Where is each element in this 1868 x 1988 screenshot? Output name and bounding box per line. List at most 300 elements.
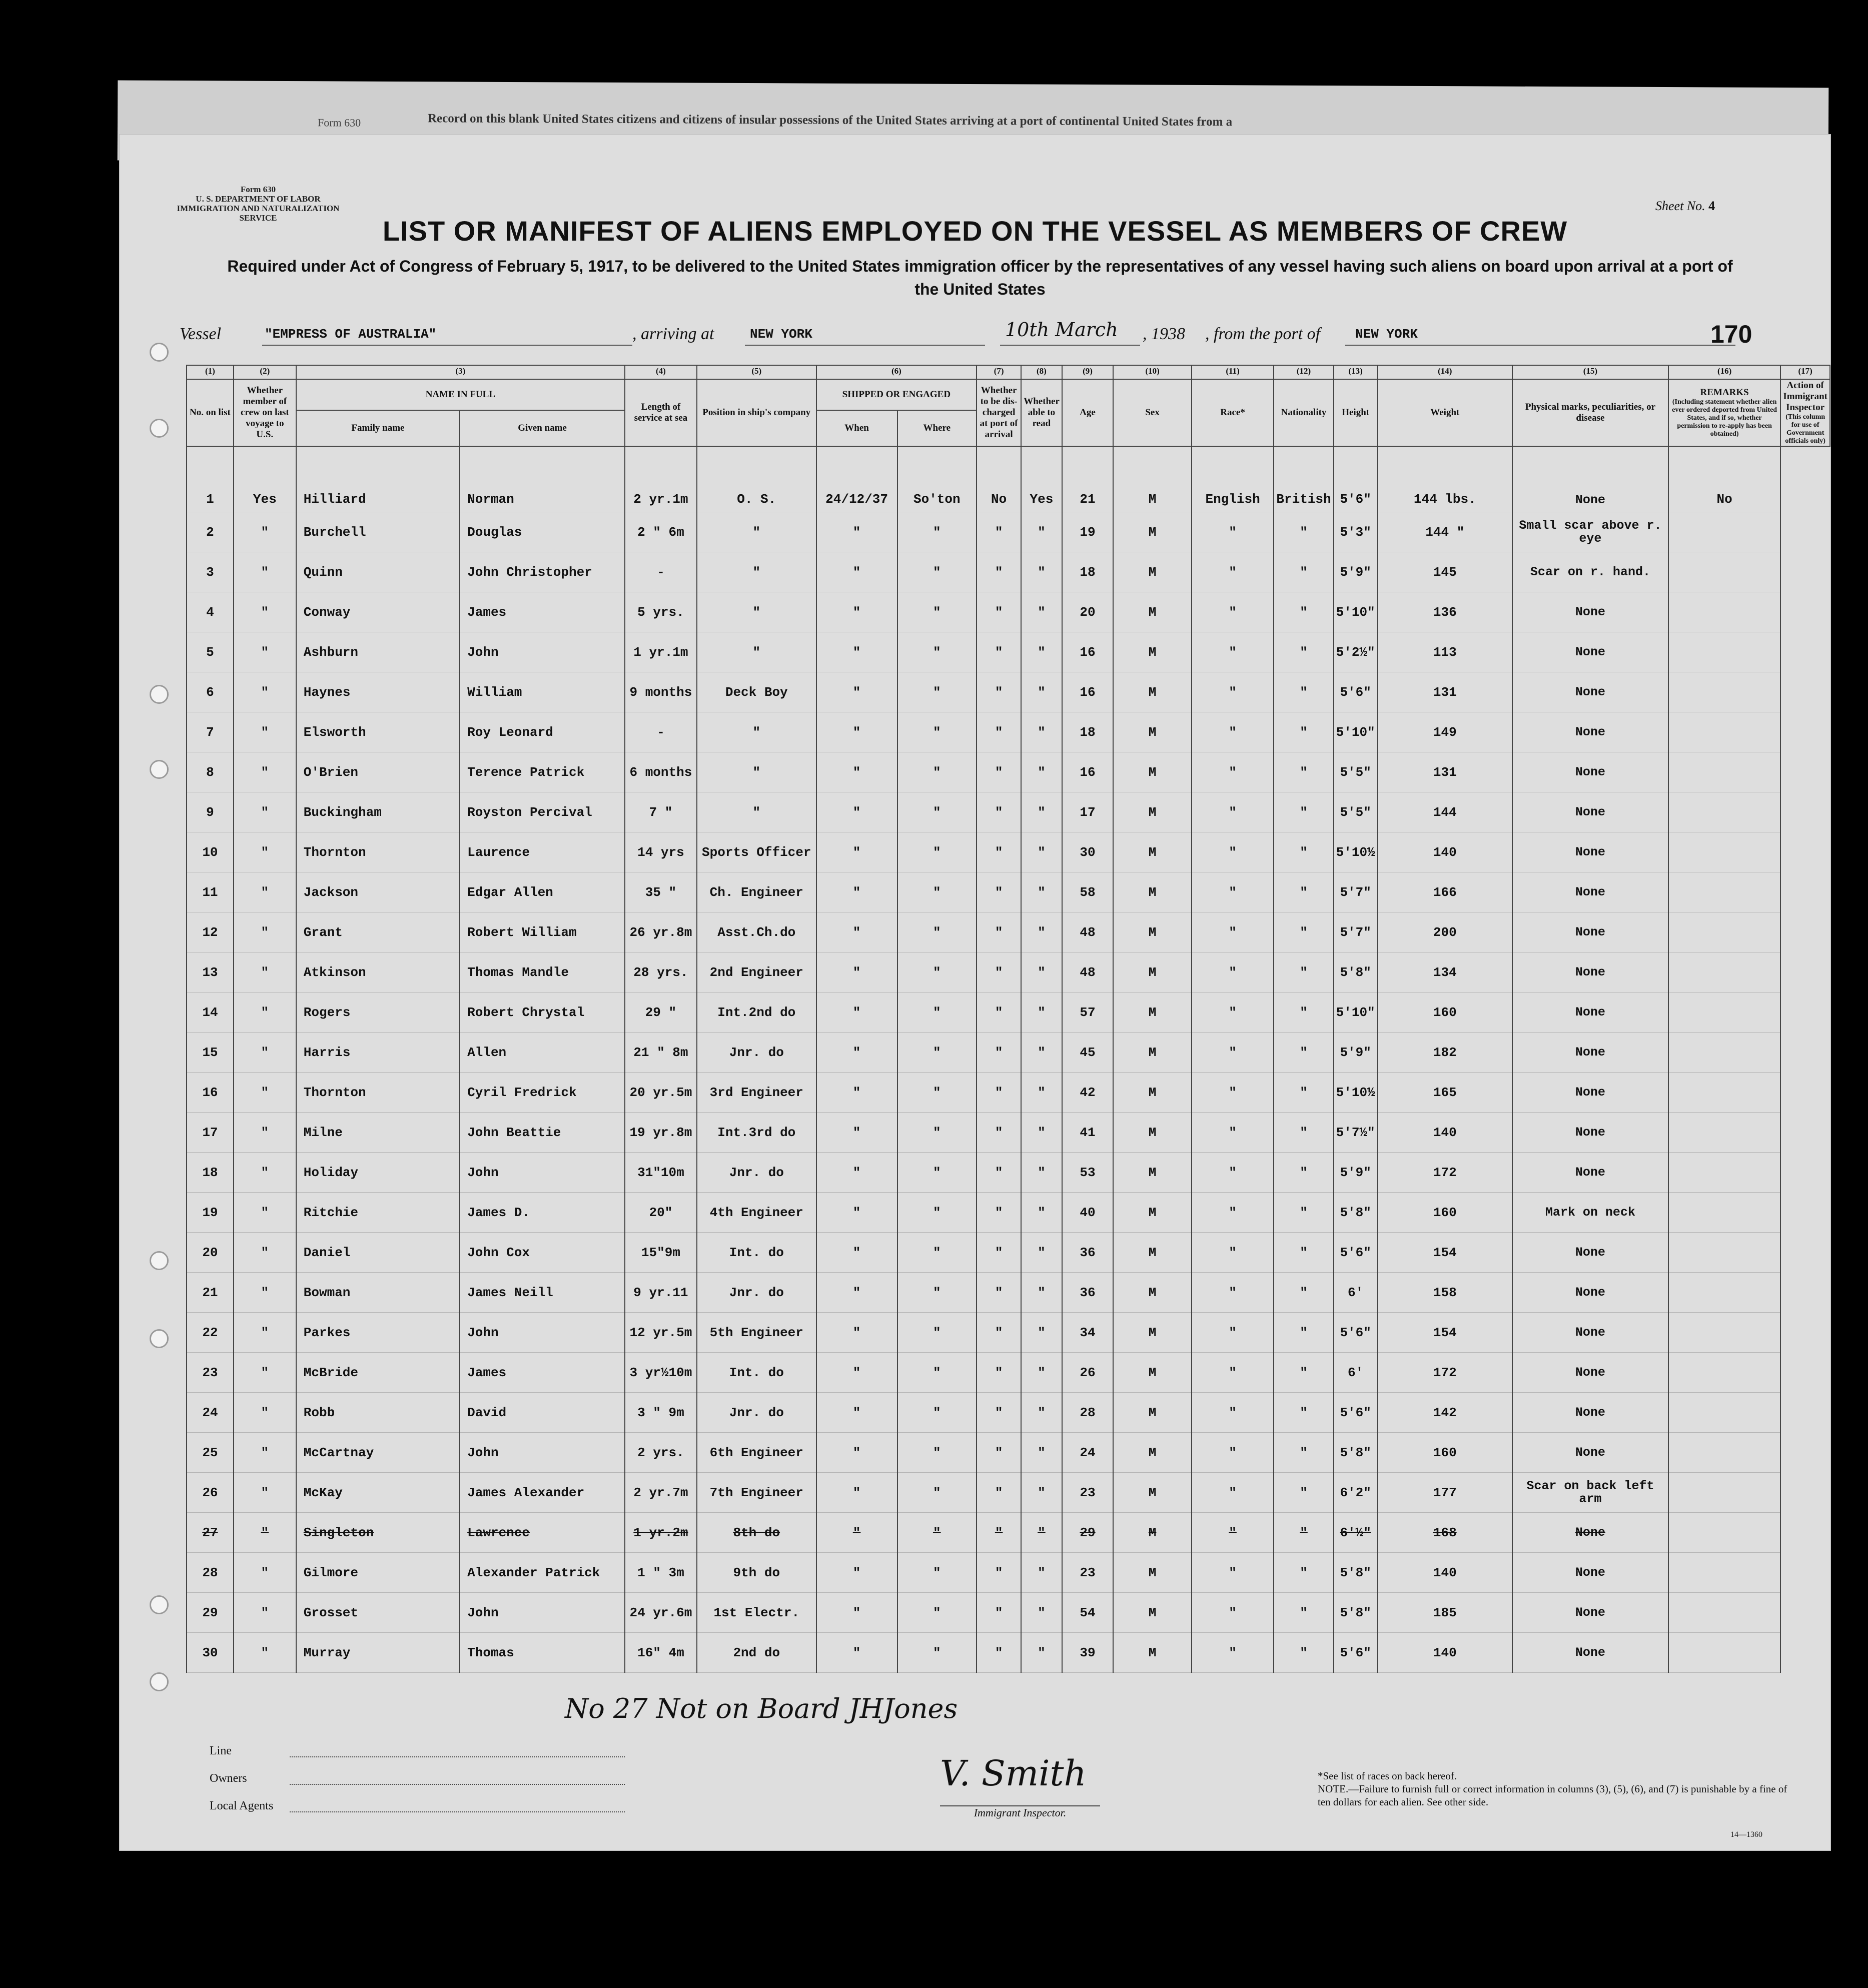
remarks-note: (Including statement whether alien ever ordered deported from United States, and if so, whether permission to re-apply has been obtained) — [1672, 398, 1777, 438]
cell-weight: 144 — [1378, 792, 1512, 832]
handwritten-annotation: No 27 Not on Board JHJones — [565, 1693, 958, 1724]
cell-service: 2 yr.7m — [625, 1473, 697, 1513]
cell-service: 15"9m — [625, 1233, 697, 1273]
cell-read: " — [1021, 752, 1062, 792]
cell-discharged: " — [977, 872, 1021, 912]
cell-given: Thomas Mandle — [460, 952, 625, 992]
cell-when: " — [816, 872, 897, 912]
cell-no: 23 — [187, 1353, 234, 1393]
cell-read: " — [1021, 1153, 1062, 1193]
cell-nationality: " — [1274, 1353, 1333, 1393]
cell-weight: 200 — [1378, 912, 1512, 952]
cell-service: 6 months — [625, 752, 697, 792]
cell-race: " — [1192, 752, 1274, 792]
table-row — [187, 592, 1830, 632]
cell-height: 5'7½" — [1334, 1113, 1378, 1153]
cell-weight: 144 " — [1378, 512, 1512, 552]
col-num: (17) — [1780, 365, 1830, 379]
cell-weight: 166 — [1378, 872, 1512, 912]
cell-where: " — [897, 1313, 977, 1353]
arrival-year: , 1938 — [1143, 325, 1185, 343]
from-port-label: , from the port of — [1205, 325, 1321, 343]
cell-read: " — [1021, 1633, 1062, 1673]
cell-service: 9 yr.11 — [625, 1273, 697, 1313]
cell-race: " — [1192, 712, 1274, 752]
cell-service: 26 yr.8m — [625, 912, 697, 952]
cell-sex: M — [1113, 1313, 1191, 1353]
cell-discharged: " — [977, 792, 1021, 832]
cell-when: " — [816, 1473, 897, 1513]
sheet-number-label: Sheet No. — [1655, 199, 1705, 213]
cell-where: " — [897, 1393, 977, 1433]
crew-manifest-table — [186, 365, 1830, 1673]
cell-service: 29 " — [625, 992, 697, 1033]
cell-no: 24 — [187, 1393, 234, 1433]
cell-sex: M — [1113, 1273, 1191, 1313]
col-num: (9) — [1062, 365, 1114, 379]
cell-sex: M — [1113, 1593, 1191, 1633]
col-header-read: Whether able to read — [1021, 379, 1062, 446]
cell-service: 35 " — [625, 872, 697, 912]
cell-family: Conway — [296, 592, 460, 632]
cell-when: " — [816, 992, 897, 1033]
cell-sex: M — [1113, 1633, 1191, 1673]
cell-where: " — [897, 952, 977, 992]
cell-no: 25 — [187, 1433, 234, 1473]
cell-height: 5'6" — [1334, 1633, 1378, 1673]
cell-given: Robert Chrystal — [460, 992, 625, 1033]
cell-nationality: " — [1274, 912, 1333, 952]
cell-family: Jackson — [296, 872, 460, 912]
cell-service: 19 yr.8m — [625, 1113, 697, 1153]
cell-race: " — [1192, 1473, 1274, 1513]
table-row — [187, 1153, 1830, 1193]
cell-marks: None — [1512, 1313, 1668, 1353]
penalty-note: NOTE.—Failure to furnish full or correct information in columns (3), (5), (6), and (7) is punishable by a fine of ten dollars for each alien. See other side. — [1318, 1783, 1787, 1808]
cell-read: " — [1021, 832, 1062, 872]
cell-family: Quinn — [296, 552, 460, 592]
cell-marks: None — [1512, 1353, 1668, 1393]
cell-sex: M — [1113, 1353, 1191, 1393]
cell-position: 9th do — [697, 1553, 816, 1593]
cell-sex: M — [1113, 672, 1191, 712]
cell-service: 31"10m — [625, 1153, 697, 1193]
cell-height: 5'6" — [1334, 1313, 1378, 1353]
race-note: *See list of races on back hereof. — [1318, 1770, 1457, 1782]
cell-family: Ashburn — [296, 632, 460, 672]
cell-when: " — [816, 632, 897, 672]
cell-last: " — [234, 1153, 296, 1193]
remarks-title: REMARKS — [1700, 387, 1749, 398]
cell-discharged: " — [977, 1593, 1021, 1633]
cell-family: Haynes — [296, 672, 460, 712]
cell-weight: 172 — [1378, 1353, 1512, 1393]
col-header-family-name: Family name — [296, 410, 460, 446]
cell-where: " — [897, 752, 977, 792]
cell-sex: M — [1113, 592, 1191, 632]
page-number: 170 — [1710, 320, 1752, 348]
cell-nationality: " — [1274, 1513, 1333, 1553]
cell-nationality: " — [1274, 632, 1333, 672]
cell-marks: None — [1512, 1273, 1668, 1313]
cell-no: 27 — [187, 1513, 234, 1553]
cell-remarks — [1668, 672, 1780, 712]
cell-remarks — [1668, 1593, 1780, 1633]
cell-position: 7th Engineer — [697, 1473, 816, 1513]
cell-last: " — [234, 632, 296, 672]
cell-nationality: " — [1274, 992, 1333, 1033]
cell-last: " — [234, 1473, 296, 1513]
cell-nationality: " — [1274, 1033, 1333, 1073]
cell-last: " — [234, 1193, 296, 1233]
cell-height: 5'10" — [1334, 592, 1378, 632]
vessel-line — [180, 319, 1780, 350]
cell-no: 15 — [187, 1033, 234, 1073]
cell-no: 13 — [187, 952, 234, 992]
col-num: (5) — [697, 365, 816, 379]
cell-remarks — [1668, 1193, 1780, 1233]
cell-remarks — [1668, 1433, 1780, 1473]
cell-no: 29 — [187, 1593, 234, 1633]
cell-given: John Beattie — [460, 1113, 625, 1153]
cell-sex: M — [1113, 632, 1191, 672]
cell-last: " — [234, 1393, 296, 1433]
cell-service: 9 months — [625, 672, 697, 712]
cell-race: " — [1192, 1353, 1274, 1393]
table-row — [187, 1353, 1830, 1393]
cell-discharged: " — [977, 712, 1021, 752]
cell-race: " — [1192, 872, 1274, 912]
cell-last: " — [234, 872, 296, 912]
cell-height: 5'7" — [1334, 912, 1378, 952]
cell-discharged: " — [977, 1433, 1021, 1473]
sheet-number — [1655, 199, 1715, 214]
cell-race: " — [1192, 912, 1274, 952]
cell-read: " — [1021, 512, 1062, 552]
cell-service: 2 yrs. — [625, 1433, 697, 1473]
punch-hole — [150, 419, 169, 438]
punch-hole — [150, 343, 169, 362]
cell-age: 18 — [1062, 552, 1114, 592]
cell-nationality: " — [1274, 952, 1333, 992]
col-header-where: Where — [897, 410, 977, 446]
cell-family: Elsworth — [296, 712, 460, 752]
col-num: (3) — [296, 365, 625, 379]
cell-last: " — [234, 1433, 296, 1473]
table-row — [187, 1513, 1830, 1553]
col-header-marks: Physical marks, peculiarities, or disease — [1512, 379, 1668, 446]
cell-nationality: " — [1274, 512, 1333, 552]
cell-position: 8th do — [697, 1513, 816, 1553]
cell-sex: M — [1113, 1473, 1191, 1513]
col-header-race: Race* — [1192, 379, 1274, 446]
cell-given: Royston Percival — [460, 792, 625, 832]
arrival-date: 10th March — [1005, 319, 1118, 341]
cell-height: 5'3" — [1334, 512, 1378, 552]
cell-remarks — [1668, 1113, 1780, 1153]
cell-no: 4 — [187, 592, 234, 632]
cell-race: " — [1192, 1593, 1274, 1633]
cell-race: " — [1192, 1633, 1274, 1673]
punch-hole — [150, 760, 169, 779]
cell-last: " — [234, 792, 296, 832]
cell-when: " — [816, 1233, 897, 1273]
cell-sex: M — [1113, 446, 1191, 512]
cell-marks: None — [1512, 752, 1668, 792]
cell-read: " — [1021, 672, 1062, 712]
col-num: (8) — [1021, 365, 1062, 379]
cell-weight: 185 — [1378, 1593, 1512, 1633]
cell-family: Gilmore — [296, 1553, 460, 1593]
stamp-line: IMMIGRATION AND NATURALIZATION — [177, 204, 340, 213]
cell-position: O. S. — [697, 446, 816, 512]
cell-given: David — [460, 1393, 625, 1433]
cell-height: 5'8" — [1334, 1553, 1378, 1593]
cell-read: " — [1021, 1513, 1062, 1553]
table-row — [187, 1233, 1830, 1273]
cell-service: 24 yr.6m — [625, 1593, 697, 1633]
cell-discharged: " — [977, 1313, 1021, 1353]
cell-remarks — [1668, 1033, 1780, 1073]
table-row — [187, 792, 1830, 832]
cell-read: " — [1021, 872, 1062, 912]
cell-nationality: " — [1274, 1153, 1333, 1193]
cell-age: 21 — [1062, 446, 1114, 512]
cell-remarks — [1668, 1273, 1780, 1313]
cell-height: 5'10" — [1334, 992, 1378, 1033]
cell-no: 17 — [187, 1113, 234, 1153]
cell-sex: M — [1113, 952, 1191, 992]
table-row — [187, 552, 1830, 592]
cell-where: " — [897, 1353, 977, 1393]
cell-age: 16 — [1062, 632, 1114, 672]
cell-age: 23 — [1062, 1473, 1114, 1513]
cell-remarks — [1668, 712, 1780, 752]
col-header-shipped: SHIPPED OR ENGAGED — [816, 379, 977, 410]
stamp-line: U. S. DEPARTMENT OF LABOR — [196, 194, 321, 204]
cell-where: " — [897, 672, 977, 712]
cell-sex: M — [1113, 1553, 1191, 1593]
col-header-remarks — [1668, 379, 1780, 446]
cell-given: Terence Patrick — [460, 752, 625, 792]
cell-position: Jnr. do — [697, 1033, 816, 1073]
cell-read: " — [1021, 792, 1062, 832]
table-row — [187, 872, 1830, 912]
cell-nationality: " — [1274, 552, 1333, 592]
cell-race: " — [1192, 952, 1274, 992]
cell-weight: 177 — [1378, 1473, 1512, 1513]
col-header-age: Age — [1062, 379, 1114, 446]
cell-where: " — [897, 712, 977, 752]
cell-remarks — [1668, 552, 1780, 592]
cell-remarks — [1668, 1393, 1780, 1433]
cell-position: " — [697, 632, 816, 672]
cell-nationality: " — [1274, 832, 1333, 872]
cell-discharged: " — [977, 1633, 1021, 1673]
cell-weight: 145 — [1378, 552, 1512, 592]
cell-remarks — [1668, 792, 1780, 832]
cell-weight: 172 — [1378, 1153, 1512, 1193]
cell-height: 5'9" — [1334, 1033, 1378, 1073]
cell-given: William — [460, 672, 625, 712]
cell-last: " — [234, 712, 296, 752]
cell-remarks — [1668, 872, 1780, 912]
owners-label: Owners — [210, 1772, 247, 1785]
table-row — [187, 1273, 1830, 1313]
table-row — [187, 1553, 1830, 1593]
cell-when: " — [816, 1113, 897, 1153]
cell-where: " — [897, 1433, 977, 1473]
arriving-port: NEW YORK — [750, 327, 812, 342]
cell-discharged: " — [977, 552, 1021, 592]
cell-service: 7 " — [625, 792, 697, 832]
underline — [1000, 345, 1140, 346]
cell-where: " — [897, 792, 977, 832]
cell-sex: M — [1113, 552, 1191, 592]
table-row — [187, 1313, 1830, 1353]
cell-height: 5'2½" — [1334, 632, 1378, 672]
cell-no: 3 — [187, 552, 234, 592]
cell-family: Burchell — [296, 512, 460, 552]
cell-given: Allen — [460, 1033, 625, 1073]
cell-race: " — [1192, 1113, 1274, 1153]
cell-race: " — [1192, 832, 1274, 872]
footer-fields — [210, 1744, 273, 1827]
cell-when: " — [816, 552, 897, 592]
cell-discharged: " — [977, 992, 1021, 1033]
footer-notes — [1318, 1769, 1798, 1808]
col-header-last-voyage: Whether member of crew on last voyage to U.S. — [234, 379, 296, 446]
cell-marks: None — [1512, 632, 1668, 672]
cell-age: 36 — [1062, 1273, 1114, 1313]
cell-weight: 113 — [1378, 632, 1512, 672]
cell-weight: 182 — [1378, 1033, 1512, 1073]
cell-where: " — [897, 1113, 977, 1153]
cell-sex: M — [1113, 1113, 1191, 1153]
cell-nationality: " — [1274, 1433, 1333, 1473]
cell-race: " — [1192, 1513, 1274, 1553]
vessel-name: "EMPRESS OF AUSTRALIA" — [265, 327, 437, 342]
table-row — [187, 1473, 1830, 1513]
cell-service: 3 yr½10m — [625, 1353, 697, 1393]
owners-underline — [290, 1784, 625, 1785]
cell-last: " — [234, 752, 296, 792]
cell-given: John — [460, 1593, 625, 1633]
cell-given: Roy Leonard — [460, 712, 625, 752]
cell-read: " — [1021, 1353, 1062, 1393]
underline — [1345, 345, 1735, 346]
cell-remarks — [1668, 1153, 1780, 1193]
cell-race: " — [1192, 1073, 1274, 1113]
cell-sex: M — [1113, 832, 1191, 872]
cell-family: Buckingham — [296, 792, 460, 832]
col-header-discharged: Whether to be dis-charged at port of arrival — [977, 379, 1021, 446]
cell-service: 1 " 3m — [625, 1553, 697, 1593]
cell-nationality: " — [1274, 592, 1333, 632]
cell-where: " — [897, 992, 977, 1033]
col-num: (15) — [1512, 365, 1668, 379]
cell-no: 6 — [187, 672, 234, 712]
col-header-service: Length of service at sea — [625, 379, 697, 446]
cell-age: 34 — [1062, 1313, 1114, 1353]
cell-height: 6'2" — [1334, 1473, 1378, 1513]
cell-age: 57 — [1062, 992, 1114, 1033]
crew-rows — [187, 446, 1830, 1673]
table-row — [187, 632, 1830, 672]
cell-no: 20 — [187, 1233, 234, 1273]
cell-family: Singleton — [296, 1513, 460, 1553]
table-row — [187, 912, 1830, 952]
cell-discharged: " — [977, 1233, 1021, 1273]
cell-discharged: No — [977, 446, 1021, 512]
cell-no: 5 — [187, 632, 234, 672]
cell-remarks — [1668, 1473, 1780, 1513]
cell-family: O'Brien — [296, 752, 460, 792]
cell-no: 18 — [187, 1153, 234, 1193]
table-row — [187, 1393, 1830, 1433]
col-header-no: No. on list — [187, 379, 234, 446]
cell-no: 7 — [187, 712, 234, 752]
cell-position: " — [697, 752, 816, 792]
vessel-label: Vessel — [180, 325, 222, 343]
table-row — [187, 446, 1830, 512]
cell-sex: M — [1113, 1233, 1191, 1273]
cell-last: " — [234, 952, 296, 992]
underline — [745, 345, 985, 346]
cell-age: 16 — [1062, 752, 1114, 792]
form-code: 14—1360 — [1730, 1830, 1762, 1839]
cell-given: Douglas — [460, 512, 625, 552]
cell-service: 20 yr.5m — [625, 1073, 697, 1113]
cell-height: 5'5" — [1334, 752, 1378, 792]
cell-age: 36 — [1062, 1233, 1114, 1273]
cell-last: " — [234, 672, 296, 712]
col-num: (14) — [1378, 365, 1512, 379]
cell-age: 18 — [1062, 712, 1114, 752]
cell-where: So'ton — [897, 446, 977, 512]
cell-height: 5'7" — [1334, 872, 1378, 912]
cell-remarks — [1668, 512, 1780, 552]
cell-no: 16 — [187, 1073, 234, 1113]
table-row — [187, 752, 1830, 792]
cell-height: 5'10½ — [1334, 832, 1378, 872]
cell-last: " — [234, 1273, 296, 1313]
underlying-form-label: Form 630 — [317, 116, 361, 129]
table-row — [187, 712, 1830, 752]
cell-last: " — [234, 1313, 296, 1353]
cell-discharged: " — [977, 1273, 1021, 1313]
cell-height: 5'10½ — [1334, 1073, 1378, 1113]
cell-no: 8 — [187, 752, 234, 792]
cell-given: John — [460, 1313, 625, 1353]
line-label: Line — [210, 1744, 232, 1757]
cell-given: James — [460, 592, 625, 632]
cell-remarks — [1668, 1073, 1780, 1113]
col-header-inspector — [1780, 379, 1830, 446]
cell-last: " — [234, 992, 296, 1033]
cell-position: Int. do — [697, 1233, 816, 1273]
cell-read: " — [1021, 592, 1062, 632]
cell-when: " — [816, 672, 897, 712]
cell-height: 6'½" — [1334, 1513, 1378, 1553]
cell-position: Deck Boy — [697, 672, 816, 712]
cell-age: 39 — [1062, 1633, 1114, 1673]
cell-read: " — [1021, 1553, 1062, 1593]
cell-weight: 144 lbs. — [1378, 446, 1512, 512]
cell-nationality: " — [1274, 1593, 1333, 1633]
cell-race: English — [1192, 446, 1274, 512]
line-underline — [290, 1756, 625, 1757]
